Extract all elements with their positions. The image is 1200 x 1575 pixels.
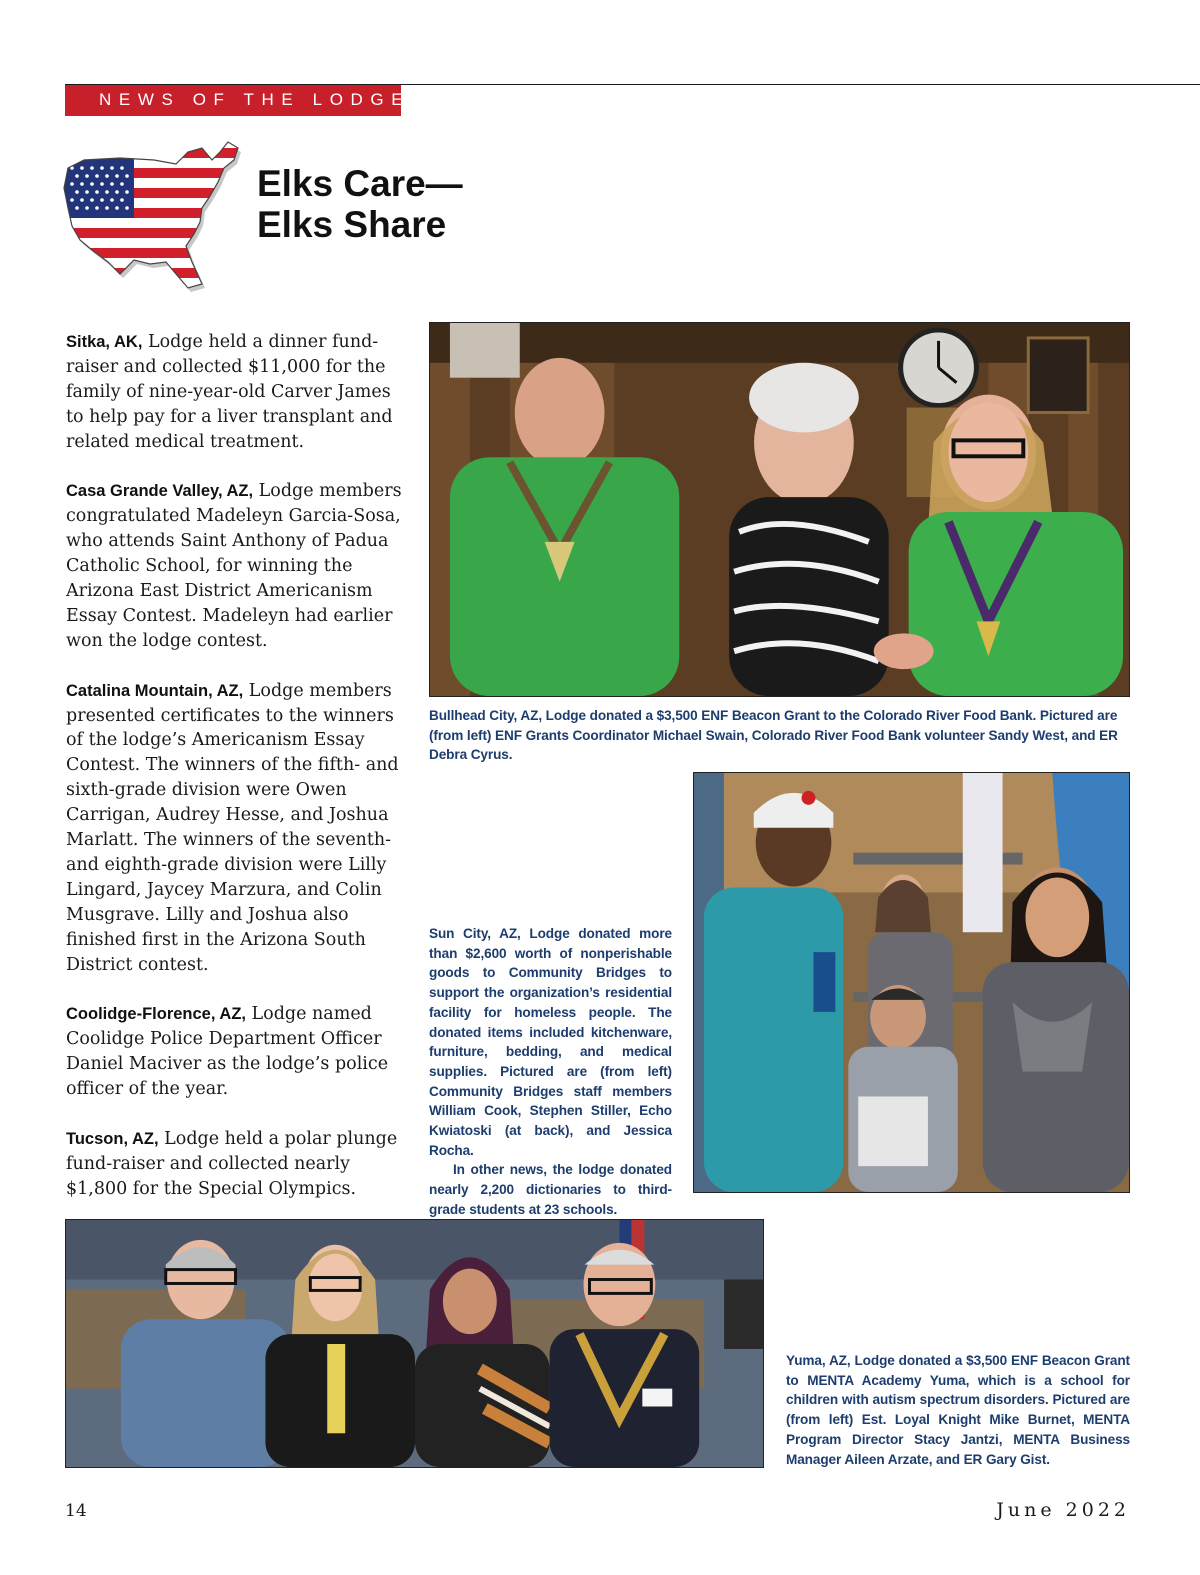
caption-sun-city [429,924,672,1220]
story-place: Sitka, AK, [66,333,143,351]
issue-date: June 2022 [996,1499,1130,1521]
headline [257,163,463,245]
story-place: Coolidge-Florence, AZ, [66,1005,246,1024]
headline-line-1: Elks Care— [257,163,463,204]
story-tucson [66,1127,406,1202]
story-text: Lodge members congratulated Madeleyn Garcia-Sosa, who attends Saint Anthony of Padua Catholic School, for winning the Arizona East District Americanism Essay Contest. Madeleyn had earlier won the lodge contest. [66,481,402,651]
story-casa-grande [66,479,406,653]
story-place: Casa Grande Valley, AZ, [66,482,254,501]
headline-line-2: Elks Share [257,204,447,245]
photo-sun-city [693,772,1130,1193]
story-text: Lodge members presented certificates to the winners of the lodge’s Americanism Essay Contest. The winners of the fifth- and sixth-grade division were Owen Carrigan, Audrey Hesse, and Joshua Marlatt. The winners of the seventh- and eighth-grade division were Lilly Lingard, Jaycey Marzura, and Colin Musgrave. Lilly and Joshua also finished first in the Arizona South District contest. [66,680,399,975]
section-banner [65,85,430,116]
story-text: Lodge held a polar plunge fund-raiser and collected nearly $1,800 for the Special Olympics. [66,1128,398,1199]
lodge-news-column [66,330,406,1227]
caption-text-continued: In other news, the lodge donated nearly 2,200 dictionaries to third-grade students at 23 schools. [429,1162,672,1217]
caption-yuma [786,1351,1130,1469]
caption-place: Yuma, AZ, [786,1353,851,1368]
section-label: NEWS OF THE LODGES [99,90,430,109]
story-text: Lodge held a dinner fund-raiser and collected $11,000 for the family of nine-year-old Carver James to help pay for a liver transplant and related medical treatment. [66,332,393,452]
caption-place: Bullhead City, AZ, [429,708,542,723]
story-place: Catalina Mountain, AZ, [66,681,244,700]
story-text: Lodge named Coolidge Police Department Officer Daniel Maciver as the lodge’s police officer of the year. [66,1004,389,1100]
photo-bullhead-city [429,322,1130,697]
us-flag-map-icon [62,138,248,293]
caption-text: Lodge donated more than $2,600 worth of nonperishable goods to Community Bridges to support the organization’s residential facility for homeless people. The donated items included kitchenware, furniture, bedding, and medical supplies. Pictured are (from left) Community Bridges staff members William Cook, Stephen Stiller, Echo Kwiatoski (at back), and Jessica Rocha. [429,926,672,1158]
caption-place: Sun City, AZ, [429,926,521,941]
caption-bullhead-city [429,706,1131,765]
caption-text: Lodge donated a $3,500 ENF Beacon Grant to MENTA Academy Yuma, which is a school for children with autism spectrum disorders. Pictured are (from left) Est. Loyal Knight Mike Burnet, MENTA Program Director Stacy Jantzi, MENTA Business Manager Aileen Arzate, and ER Gary Gist. [786,1353,1130,1467]
photo-yuma [65,1219,764,1468]
story-catalina-mountain [66,679,406,978]
page-number: 14 [65,1501,87,1521]
story-coolidge-florence [66,1002,406,1102]
story-place: Tucson, AZ, [66,1129,159,1148]
caption-text: Lodge donated a $3,500 ENF Beacon Grant to the Colorado River Food Bank. Pictured are (from left) ENF Grants Coordinator Michael Swain, Colorado River Food Bank volunteer Sandy West, and ER Debra Cyrus. [429,708,1118,763]
story-sitka [66,330,406,455]
